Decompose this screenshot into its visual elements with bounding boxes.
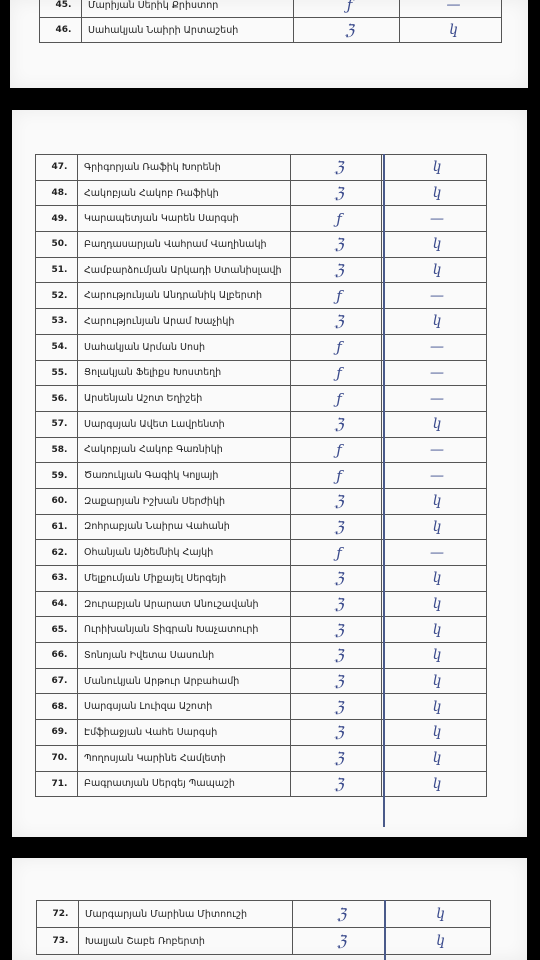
row-number: 58. bbox=[36, 437, 78, 463]
deputy-name: Արսենյան Աշոտ Եղիշեի bbox=[78, 386, 291, 412]
vote-mark: կ bbox=[382, 257, 487, 283]
table-row bbox=[36, 309, 487, 335]
attendance-mark: ℨ bbox=[294, 18, 400, 43]
table-row bbox=[36, 617, 487, 643]
table-row bbox=[37, 928, 491, 955]
vote-mark: — bbox=[382, 360, 487, 386]
hand-drawn-divider-line bbox=[383, 154, 385, 827]
document-page-2 bbox=[12, 110, 527, 837]
row-number: 45. bbox=[40, 0, 82, 18]
deputy-name: Սարգսյան Լուիզա Աշոտի bbox=[78, 694, 291, 720]
deputies-table-page-1 bbox=[39, 0, 502, 43]
vote-mark: կ bbox=[382, 514, 487, 540]
table-row bbox=[36, 540, 487, 566]
vote-mark: — bbox=[382, 206, 487, 232]
deputy-name: Հակոբյան Հակոբ Ռաֆիկի bbox=[78, 180, 291, 206]
deputy-name: Զուրաբյան Արարատ Անուշավանի bbox=[78, 591, 291, 617]
table-row bbox=[36, 720, 487, 746]
attendance-mark: ƒ bbox=[291, 386, 382, 412]
row-number: 52. bbox=[36, 283, 78, 309]
deputy-name: Ուրիխանյան Տիգրան Խաչատուրի bbox=[78, 617, 291, 643]
vote-mark: կ bbox=[382, 668, 487, 694]
attendance-mark: ℨ bbox=[291, 488, 382, 514]
table-row bbox=[36, 386, 487, 412]
table-row bbox=[36, 232, 487, 258]
attendance-mark: ℨ bbox=[291, 309, 382, 335]
deputies-table-page-3 bbox=[36, 900, 491, 955]
table-row bbox=[36, 694, 487, 720]
deputy-name: Համբարձումյան Արկադի Ստանիսլավի bbox=[78, 257, 291, 283]
vote-mark: — bbox=[382, 386, 487, 412]
row-number: 72. bbox=[37, 901, 79, 928]
attendance-mark: ƒ bbox=[291, 540, 382, 566]
deputy-name: Սահակյան Նաիրի Արտաշեսի bbox=[82, 18, 294, 43]
row-number: 54. bbox=[36, 334, 78, 360]
deputy-name: Հարությունյան Անդրանիկ Ալբերտի bbox=[78, 283, 291, 309]
vote-mark: կ bbox=[385, 928, 491, 955]
vote-mark: — bbox=[382, 334, 487, 360]
attendance-mark: ℨ bbox=[291, 257, 382, 283]
table-row bbox=[36, 668, 487, 694]
deputy-name: Գրիգորյան Ռաֆիկ Խորենի bbox=[78, 155, 291, 181]
attendance-mark: ℨ bbox=[291, 514, 382, 540]
vote-mark: — bbox=[382, 437, 487, 463]
row-number: 55. bbox=[36, 360, 78, 386]
attendance-mark: ℨ bbox=[291, 720, 382, 746]
deputy-name: Տոնոյան Իվետա Սասունի bbox=[78, 643, 291, 669]
table-row bbox=[40, 0, 502, 18]
row-number: 60. bbox=[36, 488, 78, 514]
table-row bbox=[36, 155, 487, 181]
row-number: 73. bbox=[37, 928, 79, 955]
vote-mark: կ bbox=[382, 232, 487, 258]
deputy-name: Մարգարյան Մարինա Միտոուշի bbox=[79, 901, 293, 928]
table-row bbox=[36, 643, 487, 669]
vote-mark: կ bbox=[382, 694, 487, 720]
attendance-mark: ƒ bbox=[291, 360, 382, 386]
vote-mark: կ bbox=[382, 155, 487, 181]
attendance-mark: ℨ bbox=[291, 155, 382, 181]
row-number: 46. bbox=[40, 18, 82, 43]
deputy-name: Ծառուկյան Գագիկ Կոլյայի bbox=[78, 463, 291, 489]
vote-mark: կ bbox=[382, 745, 487, 771]
vote-mark: կ bbox=[382, 771, 487, 797]
row-number: 66. bbox=[36, 643, 78, 669]
vote-mark: կ bbox=[382, 180, 487, 206]
row-number: 69. bbox=[36, 720, 78, 746]
attendance-mark: ℨ bbox=[291, 694, 382, 720]
vote-mark: — bbox=[382, 283, 487, 309]
hand-drawn-divider-line bbox=[384, 900, 386, 960]
document-page-1 bbox=[10, 0, 528, 88]
vote-mark: կ bbox=[382, 643, 487, 669]
row-number: 51. bbox=[36, 257, 78, 283]
deputy-name: Հարությունյան Արամ Խաչիկի bbox=[78, 309, 291, 335]
deputy-name: Օհանյան Այծեմնիկ Հայկի bbox=[78, 540, 291, 566]
row-number: 71. bbox=[36, 771, 78, 797]
row-number: 62. bbox=[36, 540, 78, 566]
deputy-name: Կարապետյան Կարեն Սարգսի bbox=[78, 206, 291, 232]
deputy-name: Զոհրաբյան Նաիրա Վահանի bbox=[78, 514, 291, 540]
vote-mark: կ bbox=[382, 591, 487, 617]
vote-mark: կ bbox=[385, 901, 491, 928]
row-number: 68. bbox=[36, 694, 78, 720]
deputy-name: Բագրատյան Սերգեյ Պապաշի bbox=[78, 771, 291, 797]
table-row bbox=[36, 566, 487, 592]
attendance-mark: ℨ bbox=[291, 566, 382, 592]
table-row bbox=[36, 591, 487, 617]
deputy-name: Էմֆիաջյան Վահե Սարգսի bbox=[78, 720, 291, 746]
attendance-mark: ƒ bbox=[291, 463, 382, 489]
attendance-mark: ℨ bbox=[293, 901, 385, 928]
row-number: 67. bbox=[36, 668, 78, 694]
attendance-mark: ℨ bbox=[291, 771, 382, 797]
attendance-mark: ℨ bbox=[291, 745, 382, 771]
deputy-name: Մարիյան Սերիկ Քրիստոր bbox=[82, 0, 294, 18]
row-number: 57. bbox=[36, 411, 78, 437]
vote-mark: կ bbox=[382, 488, 487, 514]
attendance-mark: ƒ bbox=[294, 0, 400, 18]
deputy-name: Հակոբյան Հակոբ Գառնիկի bbox=[78, 437, 291, 463]
attendance-mark: ƒ bbox=[291, 334, 382, 360]
deputy-name: Խալյան Շաբե Ռոբերտի bbox=[79, 928, 293, 955]
document-page-3 bbox=[12, 858, 527, 960]
attendance-mark: ℨ bbox=[291, 180, 382, 206]
row-number: 70. bbox=[36, 745, 78, 771]
table-row bbox=[36, 206, 487, 232]
row-number: 61. bbox=[36, 514, 78, 540]
attendance-mark: ℨ bbox=[291, 617, 382, 643]
deputy-name: Սահակյան Արման Սոսի bbox=[78, 334, 291, 360]
vote-mark: կ bbox=[400, 18, 502, 43]
attendance-mark: ℨ bbox=[291, 232, 382, 258]
deputy-name: Բաղդասարյան Վահրամ Վաղինակի bbox=[78, 232, 291, 258]
deputy-name: Մանուկյան Արթուր Արբահամի bbox=[78, 668, 291, 694]
attendance-mark: ƒ bbox=[291, 206, 382, 232]
row-number: 50. bbox=[36, 232, 78, 258]
deputy-name: Սարգսյան Ավետ Լավրենտի bbox=[78, 411, 291, 437]
vote-mark: — bbox=[400, 0, 502, 18]
vote-mark: կ bbox=[382, 411, 487, 437]
table-row bbox=[36, 745, 487, 771]
attendance-mark: ℨ bbox=[291, 591, 382, 617]
vote-mark: կ bbox=[382, 617, 487, 643]
table-row bbox=[36, 463, 487, 489]
table-row bbox=[36, 257, 487, 283]
deputy-name: Մելքումյան Միքայել Սերգեյի bbox=[78, 566, 291, 592]
attendance-mark: ƒ bbox=[291, 283, 382, 309]
table-row bbox=[36, 514, 487, 540]
table-row bbox=[37, 901, 491, 928]
row-number: 64. bbox=[36, 591, 78, 617]
row-number: 48. bbox=[36, 180, 78, 206]
vote-mark: կ bbox=[382, 720, 487, 746]
vote-mark: կ bbox=[382, 309, 487, 335]
table-row bbox=[36, 360, 487, 386]
attendance-mark: ℨ bbox=[291, 668, 382, 694]
deputy-name: Ցոլակյան Ֆելիքս Խոստեղի bbox=[78, 360, 291, 386]
vote-mark: — bbox=[382, 540, 487, 566]
vote-mark: — bbox=[382, 463, 487, 489]
attendance-mark: ƒ bbox=[291, 437, 382, 463]
attendance-mark: ℨ bbox=[291, 411, 382, 437]
row-number: 53. bbox=[36, 309, 78, 335]
table-row bbox=[36, 283, 487, 309]
attendance-mark: ℨ bbox=[291, 643, 382, 669]
deputy-name: Պողոսյան Կարինե Համլետի bbox=[78, 745, 291, 771]
row-number: 59. bbox=[36, 463, 78, 489]
row-number: 47. bbox=[36, 155, 78, 181]
table-row bbox=[36, 437, 487, 463]
deputies-table-page-2 bbox=[35, 154, 487, 797]
row-number: 56. bbox=[36, 386, 78, 412]
vote-mark: կ bbox=[382, 566, 487, 592]
row-number: 65. bbox=[36, 617, 78, 643]
table-row bbox=[36, 334, 487, 360]
table-row bbox=[36, 180, 487, 206]
table-row bbox=[36, 411, 487, 437]
table-row bbox=[36, 488, 487, 514]
table-row bbox=[36, 771, 487, 797]
row-number: 49. bbox=[36, 206, 78, 232]
row-number: 63. bbox=[36, 566, 78, 592]
deputy-name: Զաքարյան Իշխան Սերժիկի bbox=[78, 488, 291, 514]
attendance-mark: ℨ bbox=[293, 928, 385, 955]
table-row bbox=[40, 18, 502, 43]
